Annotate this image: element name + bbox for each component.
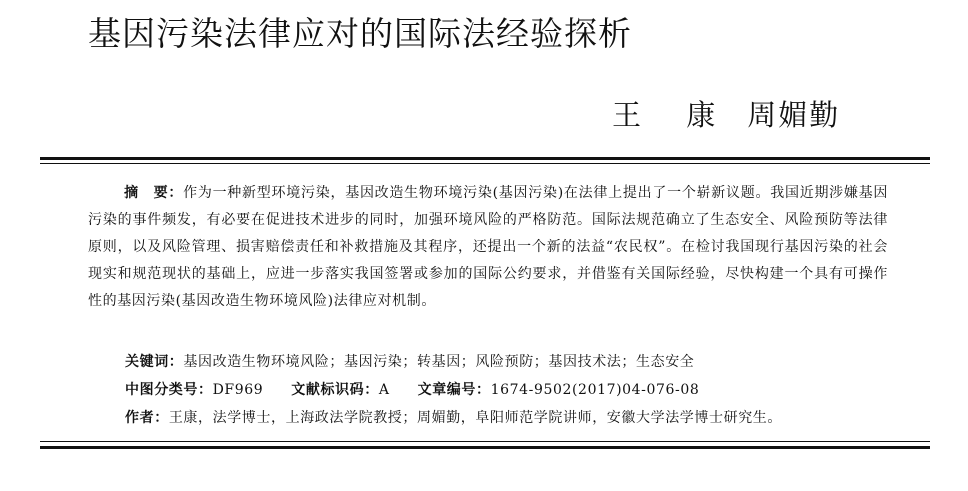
clc-label: 中图分类号： (125, 382, 213, 398)
divider-bottom-thin (40, 441, 930, 442)
keywords-text: 基因改造生物环境风险；基因污染；转基因；风险预防；基因技术法；生态安全 (183, 354, 695, 370)
author-info-text: 王康，法学博士，上海政法学院教授；周媚勤，阜阳师范学院讲师，安徽大学法学博士研究生。 (168, 410, 783, 426)
author-name: 周媚勤 (747, 98, 841, 132)
author-name: 王 康 (612, 98, 734, 132)
doc-code-label: 文献标识码： (291, 382, 379, 398)
author-list (612, 93, 840, 134)
author-info-line (125, 407, 782, 427)
abstract-label: 摘 要： (124, 185, 184, 201)
abstract (88, 180, 888, 315)
author-info-label: 作者： (125, 410, 169, 426)
article-number-value: 1674-9502(2017)04-076-08 (490, 382, 700, 398)
doc-code-value: A (378, 382, 390, 398)
divider-top-thick (40, 157, 930, 160)
article-number-label: 文章编号： (417, 382, 491, 398)
classification-line (125, 379, 699, 399)
keywords-label: 关键词： (125, 354, 184, 370)
abstract-text: 作为一种新型环境污染，基因改造生物环境污染(基因污染)在法律上提出了一个崭新议题。我国近期涉嫌基因污染的事件频发，有必要在促进技术进步的同时，加强环境风险的严格防范。国际法规范确立了生态安全、风险预防等法律原则，以及风险管理、损害赔偿责任和补救措施及其程序，还提出一个新的法益“农民权”。在检讨我国现行基因污染的社会现实和规范现状的基础上，应进一步落实我国签署或参加的国际公约要求，并借鉴有关国际经验，尽快构建一个具有可操作性的基因污染(基因改造生物环境风险)法律应对机制。 (88, 185, 888, 309)
divider-top-thin (40, 163, 930, 164)
paper-title: 基因污染法律应对的国际法经验探析 (88, 14, 632, 53)
keywords-line (125, 351, 694, 371)
divider-bottom-thick (40, 446, 930, 449)
clc-value: DF969 (212, 382, 264, 398)
